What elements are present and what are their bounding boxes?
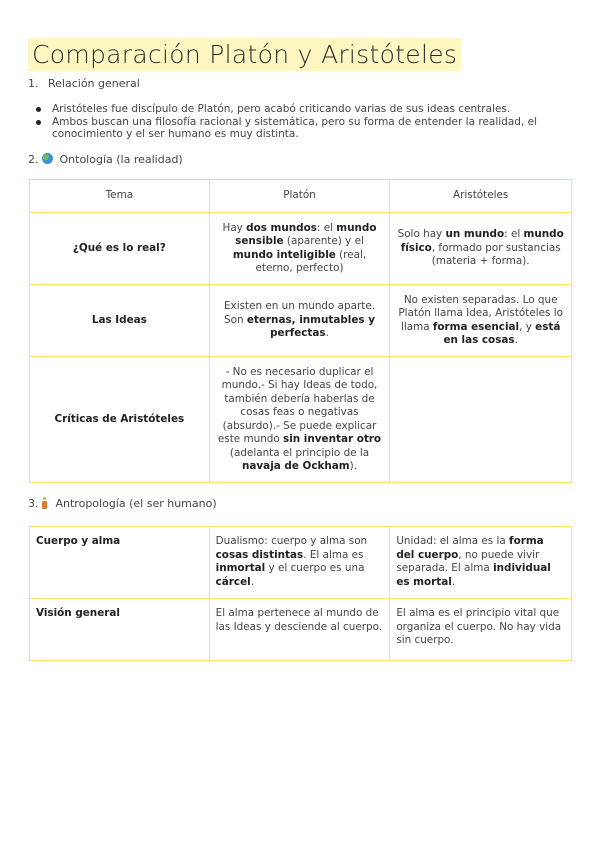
text-run: . <box>451 575 456 588</box>
table-row <box>30 357 572 483</box>
text-run: (aparente) y el <box>283 235 364 247</box>
header-platon: Platón <box>209 180 390 213</box>
bold-text: mundo físico <box>400 228 564 254</box>
section-3-title: Antropología (el ser humano) <box>55 497 217 510</box>
platon-cell <box>209 527 390 599</box>
bold-text: eternas, inmutables y perfectas <box>246 313 375 340</box>
text-run: El alma es el principio vital que organiza el cuerpo. No hay vida sin cuerpo. <box>396 607 562 646</box>
aristoteles-cell <box>390 357 572 483</box>
aristoteles-cell <box>390 285 572 357</box>
bold-text: inmortal <box>215 562 266 574</box>
section-1-heading <box>28 77 140 90</box>
bold-text: mundo inteligible <box>232 248 336 261</box>
platon-cell <box>209 357 390 483</box>
row-topic: Cuerpo y alma <box>30 527 210 599</box>
table-row <box>30 527 572 599</box>
row-topic: Las Ideas <box>30 285 210 357</box>
text-run: . <box>514 334 518 346</box>
platon-cell <box>209 285 390 357</box>
text-run: (adelanta el principio de la <box>229 446 370 459</box>
bullet-dot <box>36 120 41 125</box>
bold-text: forma esencial <box>432 320 520 333</box>
text-run: . <box>325 327 329 340</box>
text-run: y el cuerpo es una <box>265 562 365 574</box>
table-row <box>30 213 572 285</box>
bullet-item <box>36 116 566 141</box>
text-run: : el <box>504 228 524 241</box>
section-2-heading <box>28 153 183 166</box>
ontology-table <box>29 179 572 483</box>
text-run: : el <box>316 221 337 234</box>
header-aristoteles: Aristóteles <box>390 180 572 213</box>
bold-text: forma del cuerpo <box>396 535 544 561</box>
section-2-title: Ontología (la realidad) <box>59 153 183 166</box>
text-run: No existen separadas. Lo que Platón llama Idea, Aristóteles lo llama <box>398 293 563 333</box>
section-1-number: 1. <box>28 77 39 90</box>
bullet-dot <box>36 107 41 112</box>
row-topic: Visión general <box>30 599 210 661</box>
table-row <box>30 599 572 661</box>
text-run: Unidad: el alma es la <box>396 535 510 547</box>
bold-text: cárcel <box>215 575 251 588</box>
bold-text: dos mundos <box>246 221 317 234</box>
bold-text: está en las cosas <box>443 320 561 346</box>
text-run: ). <box>349 460 357 472</box>
bullet-item <box>36 103 566 116</box>
bold-text: sin inventar otro <box>283 433 382 445</box>
platon-cell <box>209 599 390 661</box>
bold-text: individual es mortal <box>396 562 551 588</box>
text-run: , no puede vivir separada. El alma <box>396 548 540 574</box>
globe-icon <box>42 153 53 164</box>
table-header-row <box>30 180 572 213</box>
text-run: Hay <box>222 221 247 234</box>
platon-cell <box>209 213 390 285</box>
bullet-text: Ambos buscan una filosofía racional y sistemática, pero su forma de entender la realidad, el conocimiento y el ser humano es muy distinta. <box>52 115 537 140</box>
row-topic: Críticas de Aristóteles <box>30 357 210 483</box>
text-run: (real, eterno, perfecto) <box>255 248 367 274</box>
section-2-number: 2. <box>28 153 39 166</box>
bold-text: navaja de Ockham <box>242 460 350 472</box>
table-row <box>30 285 572 357</box>
aristoteles-cell <box>390 599 572 661</box>
bold-text: cosas distintas <box>215 548 304 561</box>
text-run: Existen en un mundo aparte. Son <box>223 300 376 326</box>
person-icon <box>42 497 47 509</box>
text-run: . <box>250 575 255 588</box>
text-run: El alma pertenece al mundo de las Ideas y desciende al cuerpo. <box>215 607 383 633</box>
header-tema: Tema <box>30 180 210 213</box>
bullet-list <box>36 103 566 141</box>
section-1-title: Relación general <box>48 77 140 90</box>
bold-text: un mundo <box>445 228 505 241</box>
bold-text: mundo sensible <box>235 221 377 247</box>
text-run: , y <box>519 320 536 333</box>
text-run: . El alma es <box>303 548 364 561</box>
section-3-number: 3. <box>28 497 39 510</box>
anthropology-table <box>29 526 572 661</box>
row-topic: ¿Qué es lo real? <box>30 213 210 285</box>
page-title: Comparación Platón y Aristóteles <box>28 38 461 71</box>
bullet-text: Aristóteles fue discípulo de Platón, pero acabó criticando varias de sus ideas centrales. <box>52 103 511 115</box>
text-run: - No es necesario duplicar el mundo.- Si hay Ideas de todo, también debería haberlas de cosas feas o negativas (absurdo).- Se puede explicar este mundo <box>217 365 378 445</box>
text-run: Dualismo: cuerpo y alma son <box>215 535 368 547</box>
aristoteles-cell <box>390 213 572 285</box>
section-3-heading <box>28 497 217 510</box>
text-run: Solo hay <box>397 228 446 241</box>
text-run: , formado por sustancias (materia + forma). <box>431 241 561 268</box>
aristoteles-cell <box>390 527 572 599</box>
